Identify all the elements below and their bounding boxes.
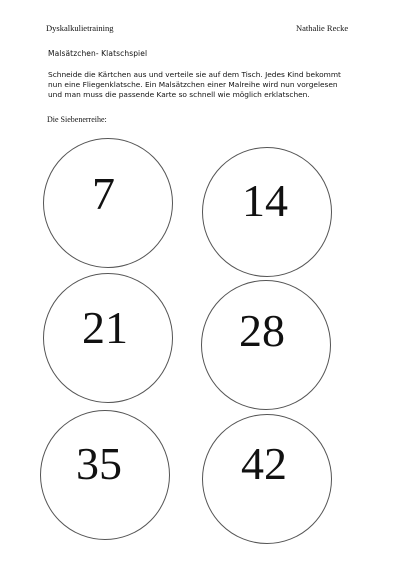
worksheet-title: Malsätzchen- Klatschspiel	[48, 49, 148, 58]
number-card-circle	[43, 273, 173, 403]
number-card-circle	[202, 414, 332, 544]
header-right: Nathalie Recke	[296, 23, 349, 33]
instruction-line: Schneide die Kärtchen aus und verteile sie auf dem Tisch. Jedes Kind bekommt	[48, 70, 341, 79]
instruction-line: und man muss die passende Karte so schnell wie möglich erklatschen.	[48, 90, 310, 99]
header-left: Dyskalkulietraining	[46, 23, 114, 33]
number-card-circle	[43, 138, 173, 268]
number-card-circle	[202, 147, 332, 277]
section-heading: Die Siebenerreihe:	[47, 115, 107, 124]
card-number: 14	[242, 175, 288, 226]
card-number: 35	[76, 438, 122, 489]
number-card-circle	[201, 280, 331, 410]
card-number: 7	[92, 168, 115, 219]
number-card-circle	[40, 410, 170, 540]
instruction-line: nun eine Fliegenklatsche. Ein Malsätzchen einer Malreihe wird nun vorgelesen	[48, 80, 338, 89]
instructions	[48, 70, 373, 100]
card-number: 28	[239, 305, 285, 356]
card-number: 21	[82, 302, 128, 353]
card-number: 42	[241, 438, 287, 489]
